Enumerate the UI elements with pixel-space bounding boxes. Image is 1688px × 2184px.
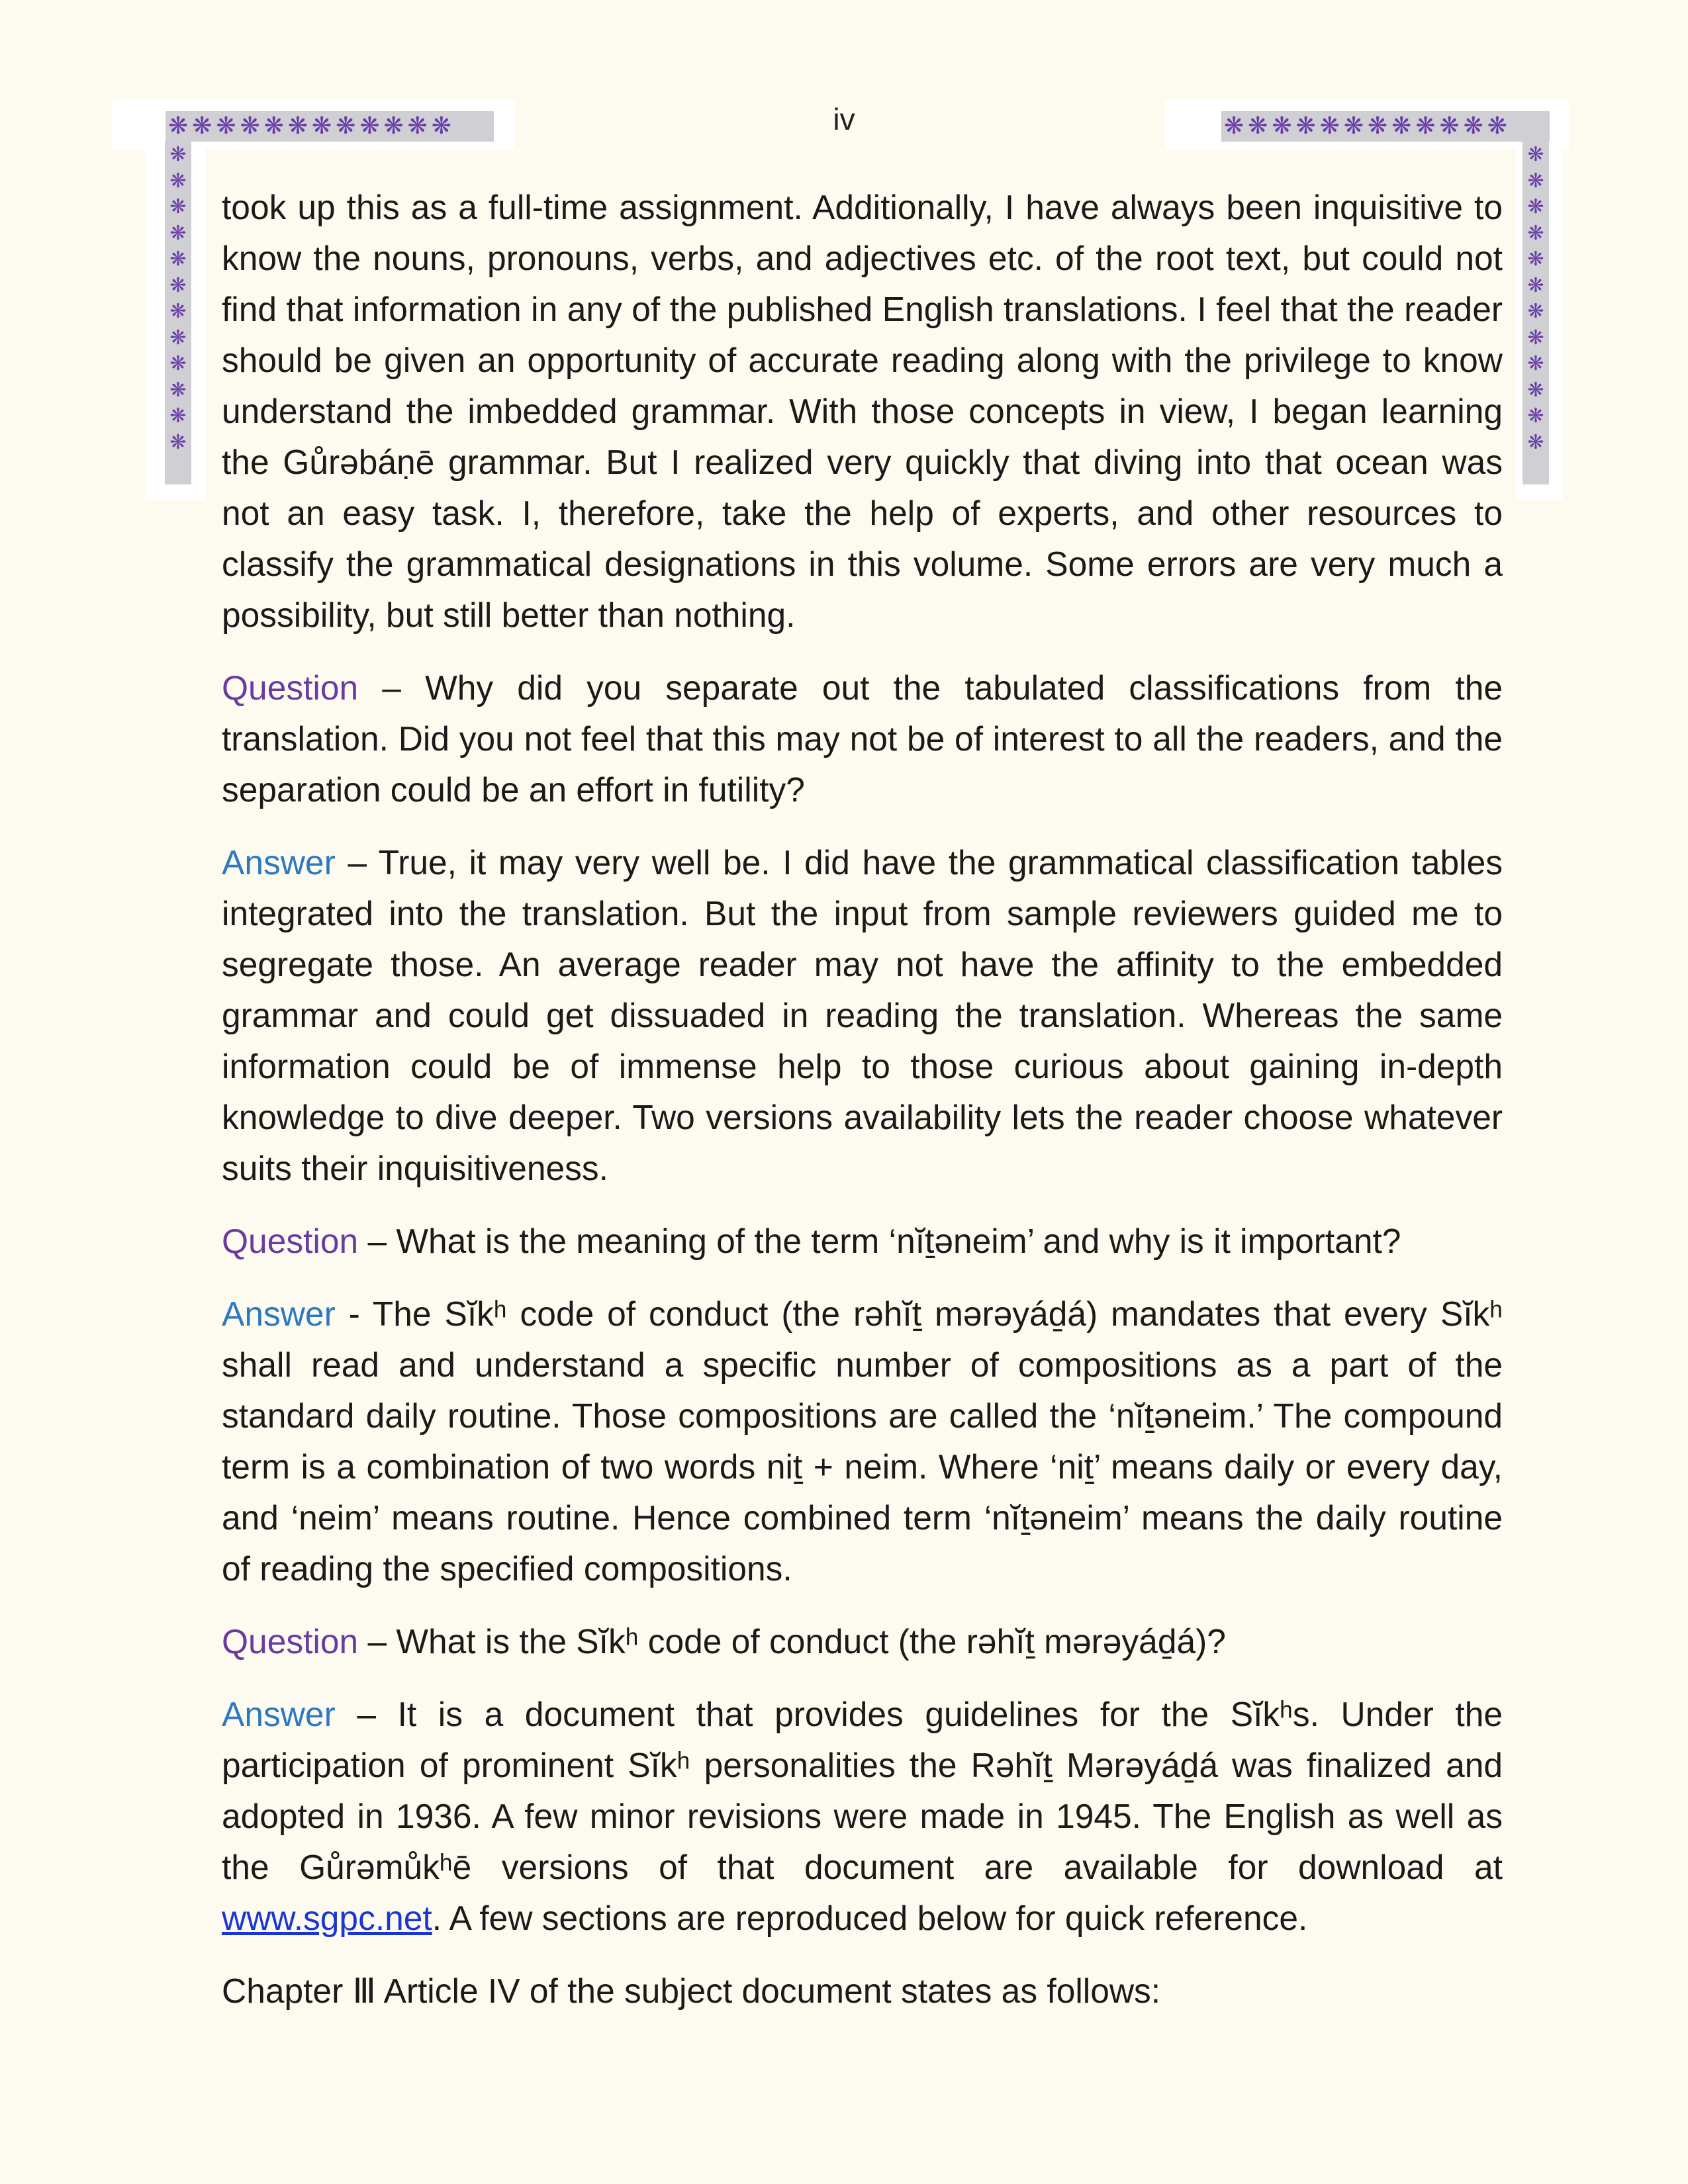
answer-text: – It is a document that provides guidelines for the Sĭkʰs. Under the participation of prominent Sĭkʰ personalities the Rəhĭṯ Mərəyáḏá was finalized and adopted in 1936. A few minor revisions were made in 1945. The English as well as the Gůrəmůkʰē versions of that document are available for download at [222,1695,1503,1886]
sgpc-link[interactable]: www.sgpc.net [222,1899,432,1937]
question-text: – Why did you separate out the tabulated classifications from the translation. Did you not feel that this may not be of interest to all the readers, and the separation could be an effort in futility? [222,668,1503,809]
answer-1 [222,837,1503,1194]
ornament-right: ❋❋❋❋❋❋❋❋❋❋❋❋ [1523,142,1549,484]
page-number: iv [833,102,855,136]
answer-label: Answer [222,843,336,882]
question-text: – What is the Sĭkʰ code of conduct (the rəhĭṯ mərəyáḏá)? [358,1622,1226,1661]
answer-3 [222,1689,1503,1944]
question-label: Question [222,668,359,707]
answer-text: - The Sĭkʰ code of conduct (the rəhĭṯ mərəyáḏá) mandates that every Sĭkʰ shall read and understand a specific number of compositions as a part of the standard daily routine. Those compositions are called the ‘nĭṯəneim.’ The compound term is a combination of two words niṯ + neim. Where ‘niṯ’ means daily or every day, and ‘neim’ means routine. Hence combined term ‘nĭṯəneim’ means the daily routine of reading the specified compositions. [222,1295,1503,1588]
answer-text-after-link: . A few sections are reproduced below for quick reference. [432,1899,1308,1937]
answer-text: – True, it may very well be. I did have the grammatical classification tables integrated into the translation. But the input from sample reviewers guided me to segregate those. An average reader may not have the affinity to the embedded grammar and could get dissuaded in reading the translation. Whereas the same information could be of immense help to those curious about gaining in-depth knowledge to dive deeper. Two versions availability lets the reader choose whatever suits their inquisitiveness. [222,843,1503,1187]
ornament-left: ❋❋❋❋❋❋❋❋❋❋❋❋ [165,142,191,484]
intro-paragraph: took up this as a full-time assignment. Additionally, I have always been inquisitive to know the nouns, pronouns, verbs, and adjectives etc. of the root text, but could not find that information in any of the published English translations. I feel that the reader should be given an opportunity of accurate reading along with the privilege to know understand the imbedded grammar. With those concepts in view, I began learning the Gůrəbáṇē grammar. But I realized very quickly that diving into that ocean was not an easy task. I, therefore, take the help of experts, and other resources to classify the grammatical designations in this volume. Some errors are very much a possibility, but still better than nothing. [222,188,1503,634]
ornament-top-right: ❋❋❋❋❋❋❋❋❋❋❋❋ [1221,111,1550,142]
question-label: Question [222,1622,359,1661]
question-2 [222,1216,1503,1267]
closing-line: Chapter Ⅲ Article IV of the subject document states as follows: [222,1972,1161,2010]
question-1 [222,662,1503,815]
question-3 [222,1616,1503,1667]
page-body [222,182,1503,2038]
answer-2 [222,1289,1503,1594]
ornament-top-left: ❋❋❋❋❋❋❋❋❋❋❋❋ [165,111,494,142]
question-text: – What is the meaning of the term ‘nĭṯəneim’ and why is it important? [358,1222,1401,1260]
question-label: Question [222,1222,359,1260]
answer-label: Answer [222,1695,336,1733]
answer-label: Answer [222,1295,336,1333]
